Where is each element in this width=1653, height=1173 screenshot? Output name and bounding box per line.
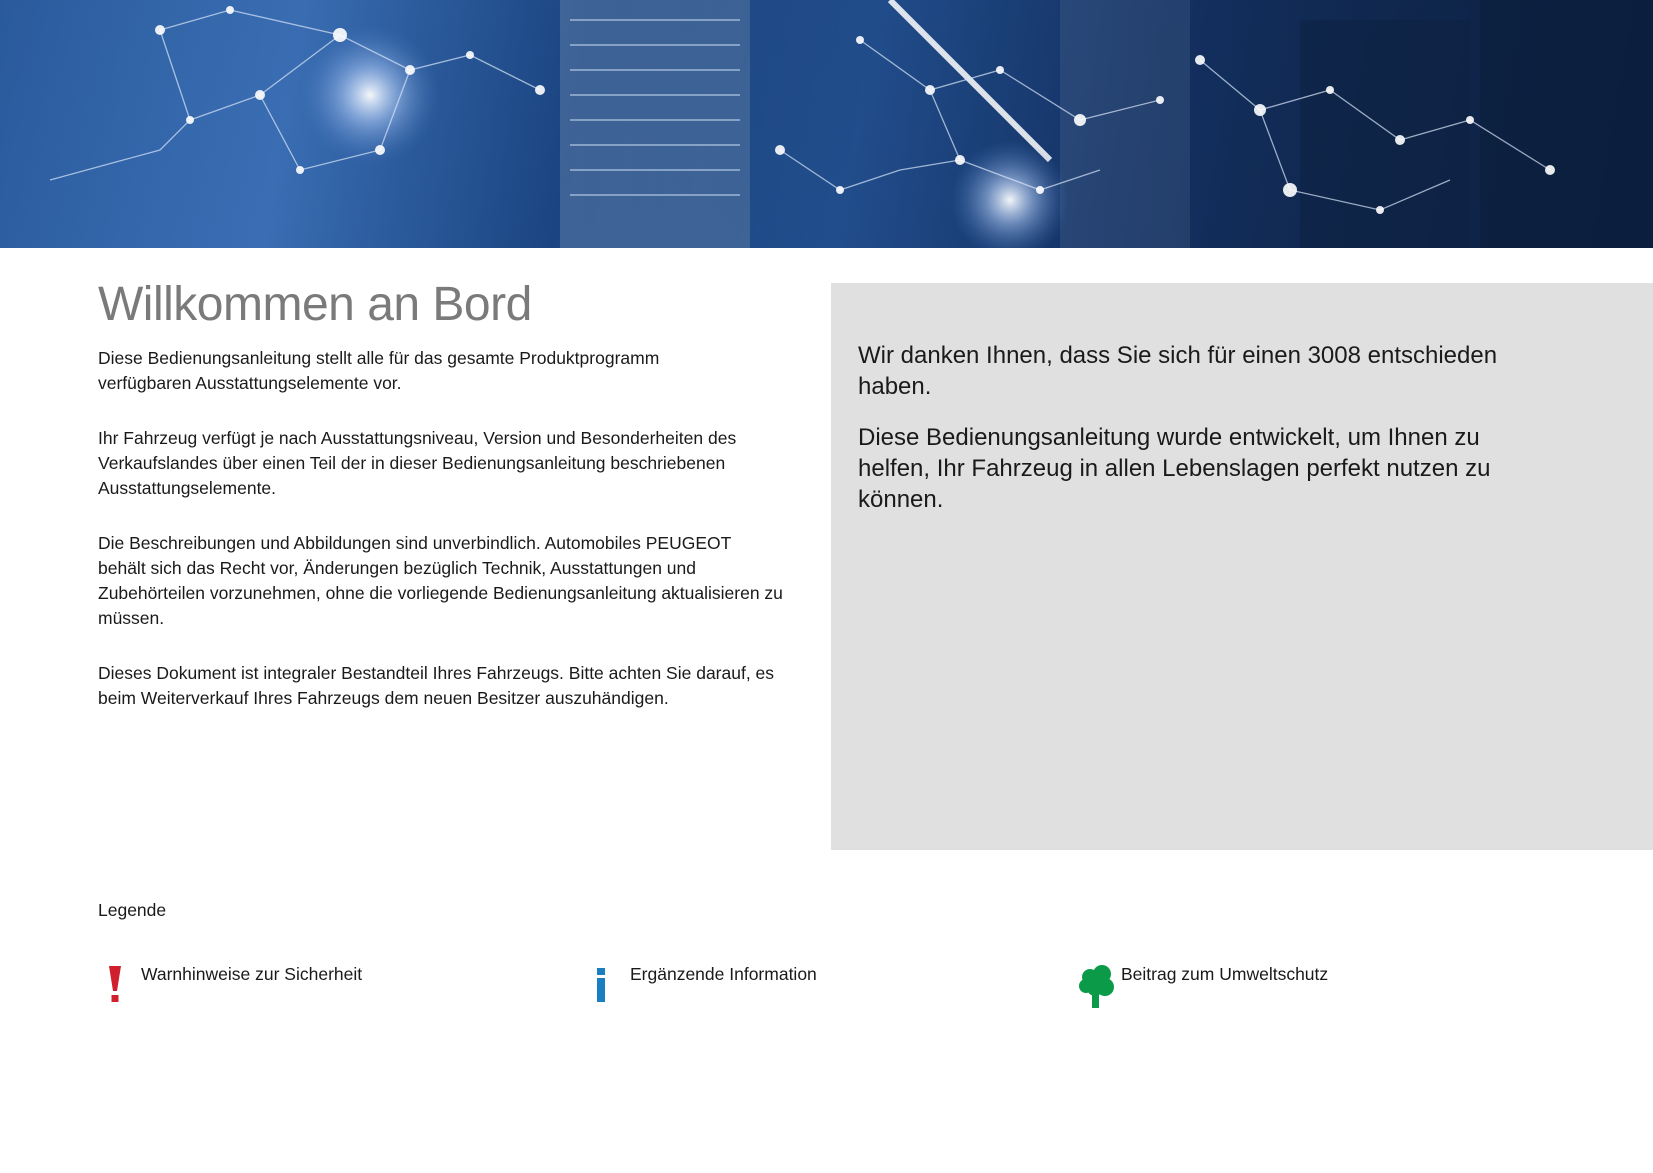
equipment-paragraph: Ihr Fahrzeug verfügt je nach Ausstattungsniveau, Version und Besonderheiten des Verkaufslandes über einen Teil der in dieser Bedienungsanleitung beschriebenen Ausstattungselemente.	[98, 428, 737, 498]
legend-label-environment: Beitrag zum Umweltschutz	[1121, 964, 1329, 984]
purpose-text: Diese Bedienungsanleitung wurde entwickelt, um Ihnen zu helfen, Ihr Fahrzeug in allen Lebenslagen perfekt nutzen zu können.	[858, 424, 1491, 513]
thanks-box	[831, 283, 1653, 850]
legend-label-warning: Warnhinweise zur Sicherheit	[141, 964, 363, 984]
info-icon	[587, 962, 627, 1010]
legend-title: Legende	[98, 900, 167, 920]
header-banner-image	[0, 0, 1653, 248]
tree-icon	[1078, 962, 1118, 1010]
page-title: Willkommen an Bord	[98, 278, 532, 331]
document-paragraph: Dieses Dokument ist integraler Bestandteil Ihres Fahrzeugs. Bitte achten Sie darauf, es beim Weiterverkauf Ihres Fahrzeugs dem neuen Besitzer auszuhändigen.	[98, 663, 775, 708]
welcome-section	[98, 278, 798, 711]
intro-paragraph: Diese Bedienungsanleitung stellt alle für das gesamte Produktprogramm verfügbaren Ausstattungselemente vor.	[98, 348, 660, 393]
thanks-text: Wir danken Ihnen, dass Sie sich für einen 3008 entschieden haben.	[858, 342, 1498, 400]
network-city-graphic	[0, 0, 1653, 248]
warning-icon	[98, 962, 138, 1010]
legend-label-info: Ergänzende Information	[630, 964, 817, 984]
disclaimer-paragraph: Die Beschreibungen und Abbildungen sind unverbindlich. Automobiles PEUGEOT behält sich das Recht vor, Änderungen bezüglich Technik, Ausstattungen und Zubehörteilen vorzunehmen, ohne die vorliegende Bedienungsanleitung aktualisieren zu müssen.	[98, 533, 783, 628]
